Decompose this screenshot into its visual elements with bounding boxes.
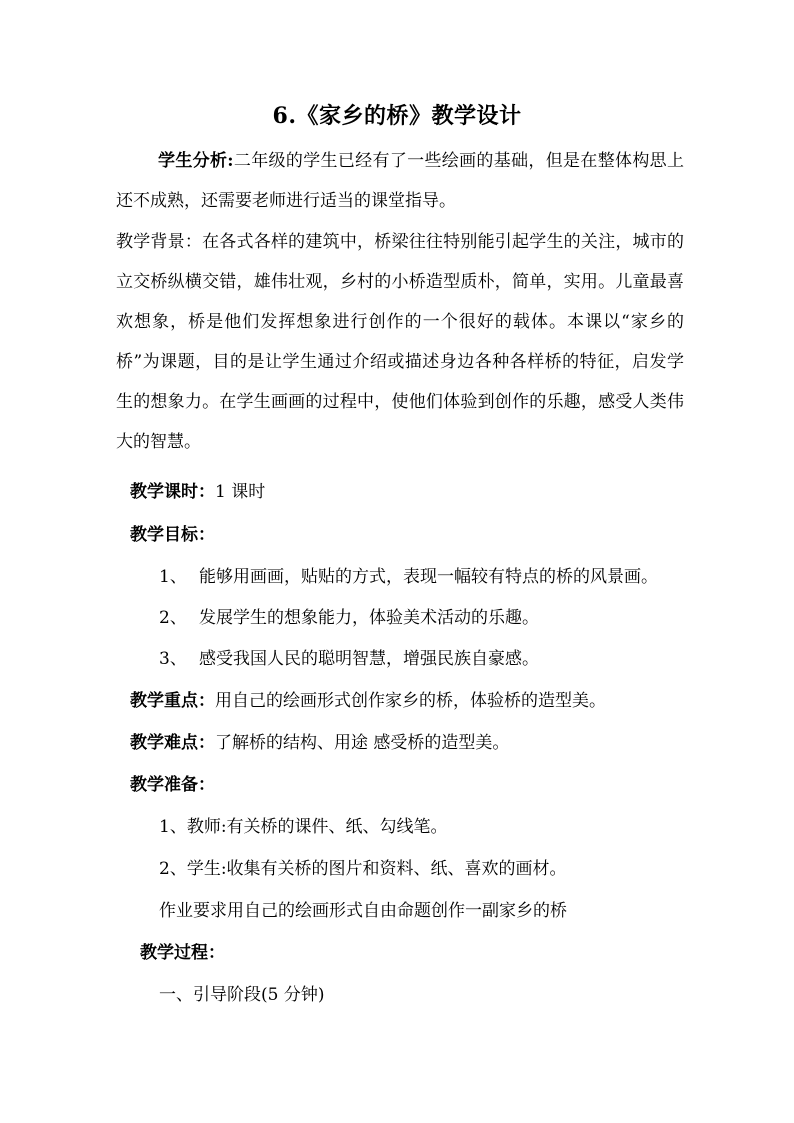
goal-number: 2、 bbox=[159, 608, 187, 628]
key-point-label: 教学重点： bbox=[130, 691, 215, 711]
class-hours-label: 教学课时： bbox=[130, 482, 215, 502]
process-step: 一、引导阶段(5 分钟) bbox=[159, 985, 325, 1005]
goal-text: 发展学生的想象能力，体验美术活动的乐趣。 bbox=[199, 608, 539, 628]
preparation-item: 1、教师:有关桥的课件、纸、勾线笔。 bbox=[159, 817, 448, 837]
student-analysis-paragraph bbox=[116, 141, 684, 221]
goal-item bbox=[159, 645, 539, 673]
key-point-line bbox=[130, 687, 606, 715]
difficulty-text: 了解桥的结构、用途 感受桥的造型美。 bbox=[215, 733, 510, 753]
goal-number: 3、 bbox=[159, 649, 187, 669]
preparation-heading: 教学准备： bbox=[130, 775, 215, 795]
process-heading: 教学过程： bbox=[140, 943, 225, 963]
document-title: 6.《家乡的桥》教学设计 bbox=[272, 103, 522, 129]
goal-item bbox=[159, 563, 658, 591]
goal-text: 能够用画画，贴贴的方式，表现一幅较有特点的桥的风景画。 bbox=[199, 567, 658, 587]
background-label: 教学背景： bbox=[116, 232, 203, 252]
difficulty-label: 教学难点： bbox=[130, 733, 215, 753]
class-hours-line bbox=[130, 478, 265, 506]
student-analysis-label: 学生分析: bbox=[158, 151, 234, 171]
background-text: 在各式各样的建筑中，桥梁往往特别能引起学生的关注，城市的立交桥纵横交错，雄伟壮观，乡村的小桥造型质朴，简单，实用。儿童最喜欢想象，桥是他们发挥想象进行创作的一个很好的载体。本课以“家乡的桥”为课题，目的是让学生通过介绍或描述身边各种各样桥的特征，启发学生的想象力。在学生画画的过程中，使他们体验到创作的乐趣，感受人类伟大的智慧。 bbox=[116, 232, 684, 452]
difficulty-line bbox=[130, 729, 509, 757]
student-analysis-text: 二年级的学生已经有了一些绘画的基础，但是在整体构思上还不成熟，还需要老师进行适当的课堂指导。 bbox=[116, 151, 684, 211]
class-hours-text: 1 课时 bbox=[215, 482, 266, 502]
background-paragraph bbox=[116, 222, 684, 462]
preparation-item: 2、学生:收集有关桥的图片和资料、纸、喜欢的画材。 bbox=[159, 859, 567, 879]
goals-heading: 教学目标： bbox=[130, 525, 215, 545]
goal-text: 感受我国人民的聪明智慧，增强民族自豪感。 bbox=[199, 649, 539, 669]
goal-item bbox=[159, 604, 539, 632]
goal-number: 1、 bbox=[159, 567, 187, 587]
homework-line: 作业要求用自己的绘画形式自由命题创作一副家乡的桥 bbox=[159, 901, 567, 921]
key-point-text: 用自己的绘画形式创作家乡的桥，体验桥的造型美。 bbox=[215, 691, 606, 711]
